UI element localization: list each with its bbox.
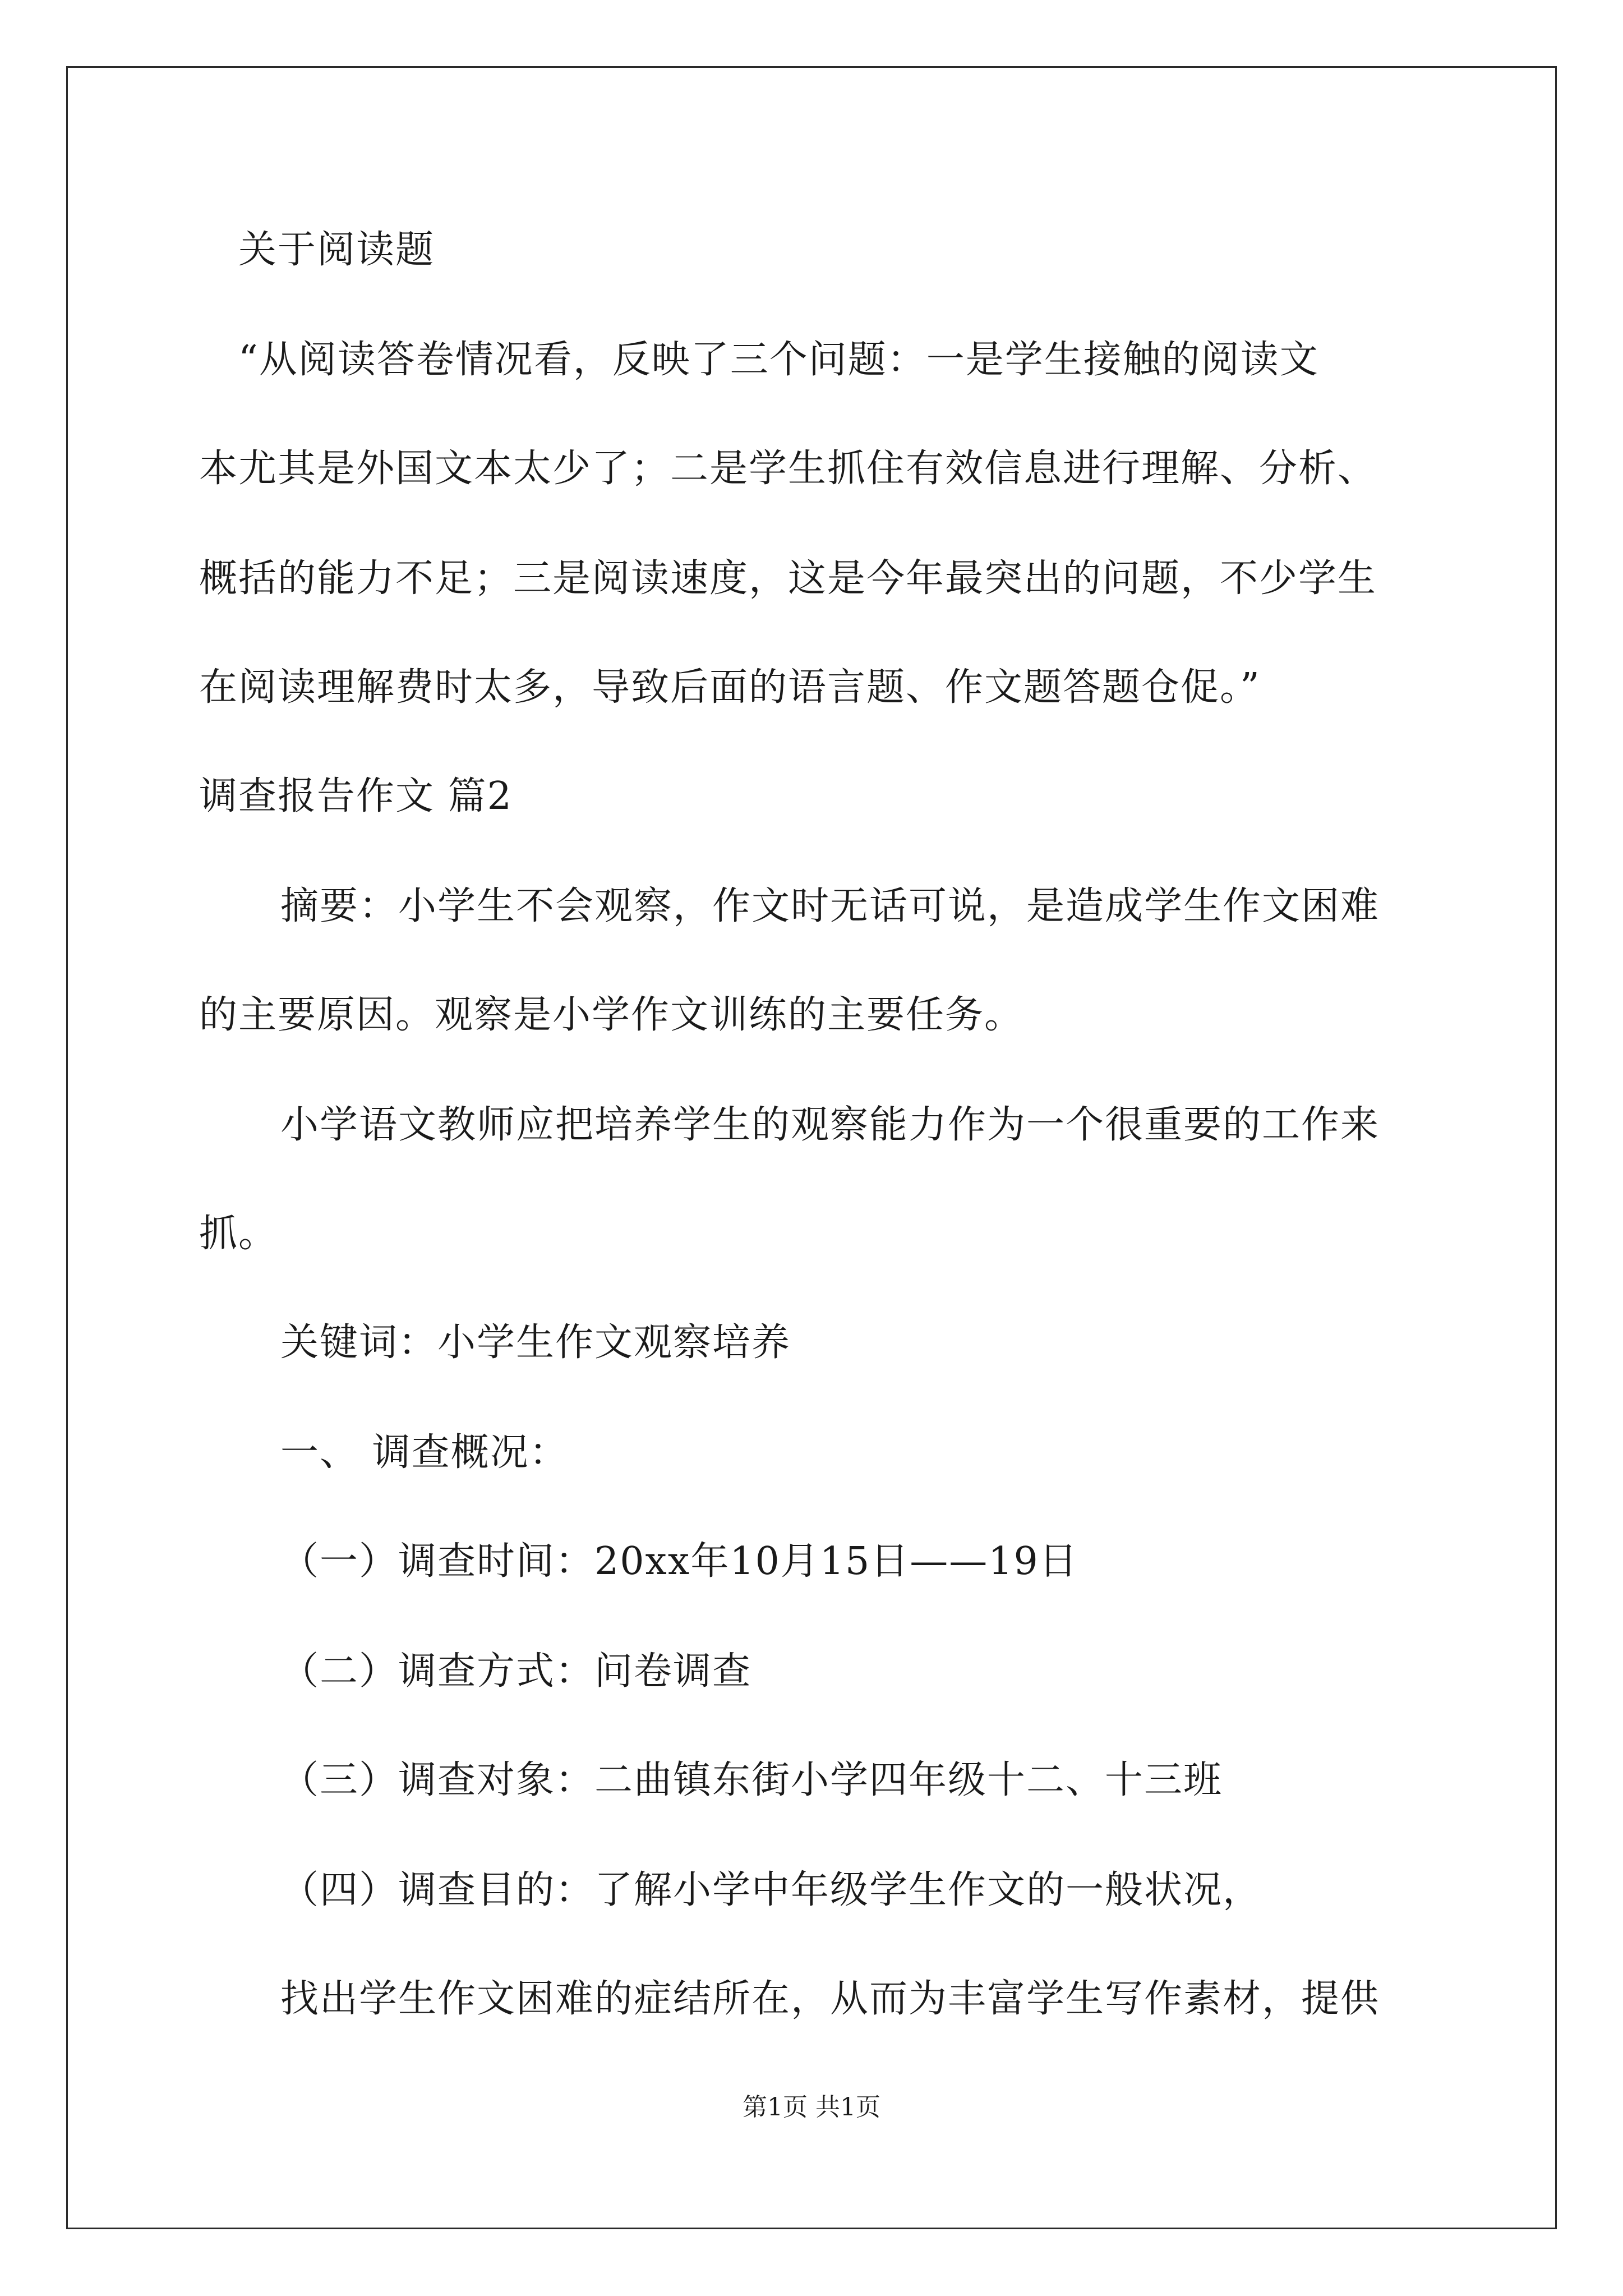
paragraph-line: 抓。 (199, 1212, 278, 1256)
paragraph-line: 在阅读理解费时太多，导致后面的语言题、作文题答题仓促。” (199, 665, 1261, 710)
paragraph-line: 小学语文教师应把培养学生的观察能力作为一个很重要的工作来 (280, 1103, 1380, 1147)
keywords-line: 关键词：小学生作文观察培养 (280, 1320, 791, 1365)
section-heading: 一、 调查概况： (280, 1430, 569, 1475)
section-heading: 关于阅读题 (238, 228, 435, 272)
paragraph-line: 的主要原因。观察是小学作文训练的主要任务。 (199, 993, 1024, 1037)
paragraph-line: “从阅读答卷情况看，反映了三个问题：一是学生接触的阅读文 (238, 338, 1319, 382)
page-number: 第1页 共1页 (743, 2093, 880, 2122)
list-item: （一）调查时间：20xx年10月15日——19日 (280, 1539, 1078, 1584)
paragraph-line: 找出学生作文困难的症结所在，从而为丰富学生写作素材，提供 (280, 1977, 1380, 2021)
list-item: （二）调查方式：问卷调查 (280, 1649, 752, 1694)
paragraph-line: 概括的能力不足；三是阅读速度，这是今年最突出的问题，不少学生 (199, 556, 1377, 601)
list-item: （三）调查对象：二曲镇东街小学四年级十二、十三班 (280, 1758, 1223, 1802)
article-title: 调查报告作文 篇2 (199, 774, 513, 818)
paragraph-line: 摘要：小学生不会观察，作文时无话可说，是造成学生作文困难 (280, 884, 1380, 928)
paragraph-line: 本尤其是外国文本太少了；二是学生抓住有效信息进行理解、分析、 (199, 447, 1377, 491)
list-item: （四）调查目的：了解小学中年级学生作文的一般状况， (280, 1868, 1262, 1912)
